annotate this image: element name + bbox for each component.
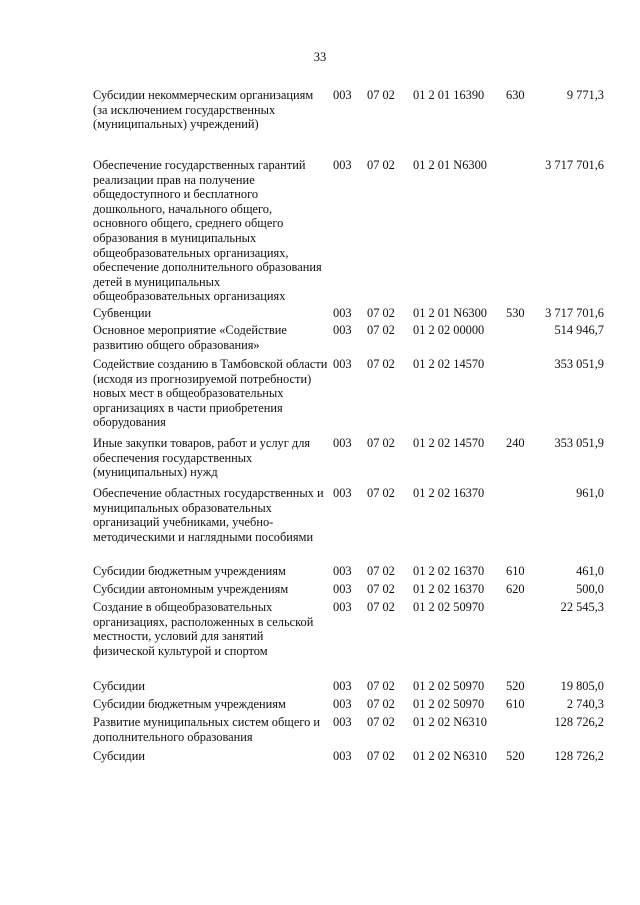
row-rzpr: 07 02 xyxy=(367,158,395,172)
table-row xyxy=(0,436,640,486)
row-name: Субсидии бюджетным учреждениям xyxy=(93,697,286,711)
row-rzpr: 07 02 xyxy=(367,749,395,763)
table-row xyxy=(0,564,640,582)
row-name: Содействие созданию в Тамбовской области (исходя из прогнозируемой потребности) новых мест в общеобразовательных организациях в части приобретения оборудования xyxy=(93,357,328,430)
row-ved: 003 xyxy=(333,749,352,763)
row-ved: 003 xyxy=(333,715,352,729)
row-sum: 514 946,7 xyxy=(554,323,604,337)
row-vr: 520 xyxy=(506,749,525,763)
row-csr: 01 2 02 16370 xyxy=(413,486,485,500)
row-sum: 961,0 xyxy=(576,486,604,500)
row-name: Создание в общеобразовательных организациях, расположенных в сельской местности, условий для занятий физической культурой и спортом xyxy=(93,600,314,658)
row-name: Обеспечение областных государственных и муниципальных образовательных организаций учебниками, учебно-методическими и наглядными пособиями xyxy=(93,486,324,544)
page-number: 33 xyxy=(313,50,327,64)
row-sum: 2 740,3 xyxy=(566,697,604,711)
row-vr: 610 xyxy=(506,564,525,578)
row-ved: 003 xyxy=(333,600,352,614)
row-rzpr: 07 02 xyxy=(367,306,395,320)
row-ved: 003 xyxy=(333,306,352,320)
row-rzpr: 07 02 xyxy=(367,486,395,500)
row-csr: 01 2 02 16370 xyxy=(413,564,485,578)
row-vr: 620 xyxy=(506,582,525,596)
row-rzpr: 07 02 xyxy=(367,436,395,450)
table-row xyxy=(0,600,640,679)
row-name: Субсидии некоммерческим организациям (за исключением государственных (муниципальных) учреждений) xyxy=(93,88,314,132)
row-sum: 353 051,9 xyxy=(554,436,604,450)
row-ved: 003 xyxy=(333,582,352,596)
row-name: Субсидии бюджетным учреждениям xyxy=(93,564,286,578)
row-rzpr: 07 02 xyxy=(367,600,395,614)
row-vr: 530 xyxy=(506,306,525,320)
row-name: Субсидии автономным учреждениям xyxy=(93,582,289,596)
row-csr: 01 2 02 N6310 xyxy=(413,715,487,729)
budget-table xyxy=(0,88,640,767)
row-vr: 610 xyxy=(506,697,525,711)
row-rzpr: 07 02 xyxy=(367,679,395,693)
row-csr: 01 2 02 50970 xyxy=(413,679,485,693)
table-row xyxy=(0,306,640,323)
table-row xyxy=(0,697,640,715)
row-ved: 003 xyxy=(333,88,352,102)
row-sum: 3 717 701,6 xyxy=(545,306,604,320)
row-ved: 003 xyxy=(333,564,352,578)
row-rzpr: 07 02 xyxy=(367,357,395,371)
row-sum: 3 717 701,6 xyxy=(545,158,604,172)
row-ved: 003 xyxy=(333,436,352,450)
row-csr: 01 2 02 14570 xyxy=(413,357,485,371)
row-sum: 461,0 xyxy=(576,564,604,578)
row-csr: 01 2 01 N6300 xyxy=(413,306,487,320)
row-vr: 630 xyxy=(506,88,525,102)
row-rzpr: 07 02 xyxy=(367,564,395,578)
row-ved: 003 xyxy=(333,679,352,693)
row-name: Субсидии xyxy=(93,749,145,763)
row-vr: 240 xyxy=(506,436,525,450)
table-row xyxy=(0,88,640,158)
row-sum: 128 726,2 xyxy=(554,749,604,763)
row-ved: 003 xyxy=(333,158,352,172)
row-ved: 003 xyxy=(333,486,352,500)
row-name: Иные закупки товаров, работ и услуг для обеспечения государственных (муниципальных) нужд xyxy=(93,436,311,480)
table-row xyxy=(0,749,640,767)
row-ved: 003 xyxy=(333,323,352,337)
row-sum: 19 805,0 xyxy=(560,679,604,693)
row-sum: 128 726,2 xyxy=(554,715,604,729)
table-row xyxy=(0,158,640,306)
row-ved: 003 xyxy=(333,357,352,371)
table-row xyxy=(0,715,640,749)
row-csr: 01 2 02 50970 xyxy=(413,600,485,614)
row-csr: 01 2 02 00000 xyxy=(413,323,485,337)
table-row xyxy=(0,323,640,357)
row-csr: 01 2 02 N6310 xyxy=(413,749,487,763)
row-name: Развитие муниципальных систем общего и дополнительного образования xyxy=(93,715,321,744)
row-rzpr: 07 02 xyxy=(367,697,395,711)
row-rzpr: 07 02 xyxy=(367,715,395,729)
table-row xyxy=(0,486,640,564)
row-rzpr: 07 02 xyxy=(367,323,395,337)
row-vr: 520 xyxy=(506,679,525,693)
row-rzpr: 07 02 xyxy=(367,582,395,596)
row-name: Субвенции xyxy=(93,306,152,320)
table-row xyxy=(0,357,640,436)
row-csr: 01 2 02 50970 xyxy=(413,697,485,711)
row-name: Основное мероприятие «Содействие развитию общего образования» xyxy=(93,323,287,352)
row-name: Субсидии xyxy=(93,679,145,693)
row-ved: 003 xyxy=(333,697,352,711)
row-name: Обеспечение государственных гарантий реализации прав на получение общедоступного и бесплатного дошкольного, начального общего, основного общего, среднего общего образования в муниципальных общеобразовательных организациях, обеспечение дополнительного образования детей в муниципальных общеобразовательных организациях xyxy=(93,158,322,304)
row-csr: 01 2 02 14570 xyxy=(413,436,485,450)
row-sum: 9 771,3 xyxy=(566,88,604,102)
row-sum: 22 545,3 xyxy=(560,600,604,614)
row-csr: 01 2 01 16390 xyxy=(413,88,485,102)
row-sum: 500,0 xyxy=(576,582,604,596)
table-row xyxy=(0,679,640,697)
row-sum: 353 051,9 xyxy=(554,357,604,371)
row-csr: 01 2 02 16370 xyxy=(413,582,485,596)
row-rzpr: 07 02 xyxy=(367,88,395,102)
row-csr: 01 2 01 N6300 xyxy=(413,158,487,172)
table-row xyxy=(0,582,640,600)
